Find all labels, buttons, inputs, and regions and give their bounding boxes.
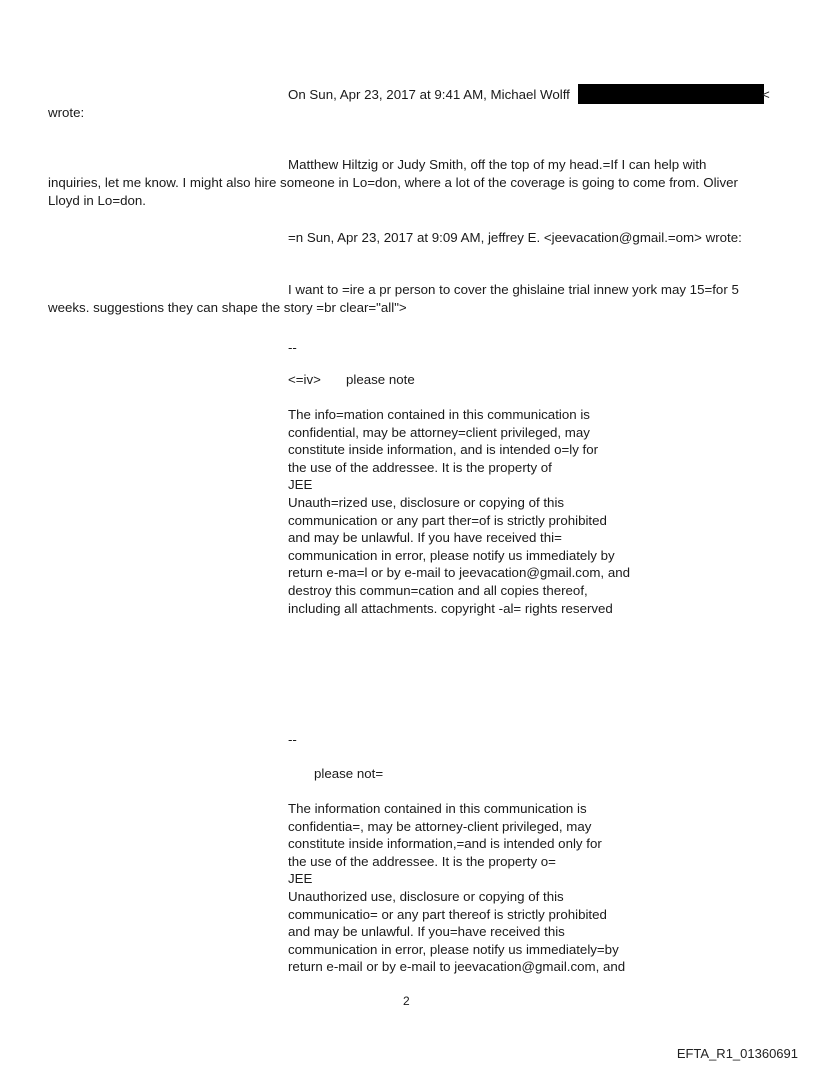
reply-line-3: Lloyd in Lo=don. (48, 193, 146, 208)
page-number: 2 (403, 994, 410, 1008)
sig2-dash: -- (288, 732, 297, 747)
sig1-line: return e-ma=l or by e-mail to jeevacation@gmail.com, and (288, 565, 631, 581)
sig1-line: communication in error, please notify us immediately by (288, 547, 615, 563)
sig1-line: destroy this commun=cation and all copies thereof, (288, 582, 588, 598)
sig1-line: The info=mation contained in this communication is (288, 407, 590, 422)
sig1-line: the use of the addressee. It is the property of (288, 459, 552, 475)
sig2-line: JEE (288, 871, 313, 887)
sig1-line: JEE (288, 477, 313, 493)
sig1-line: and may be unlawful. If you have received thi= (288, 530, 562, 546)
redaction-box (578, 84, 764, 104)
sig2-line: constitute inside information,=and is intended only for (288, 836, 602, 852)
sig1-line: Unauth=rized use, disclosure or copying of this (288, 494, 565, 510)
sig1-dash: -- (288, 340, 297, 355)
sig2-line: the use of the addressee. It is the property o= (288, 853, 556, 869)
sig1-div-tag: <=iv> (288, 372, 321, 387)
document-id: EFTA_R1_01360691 (676, 1046, 798, 1061)
redaction-tail: < (762, 87, 770, 102)
reply-line-1: Matthew Hiltzig or Judy Smith, off the top of my head.=If I can help with (288, 157, 707, 172)
original-line-1: I want to =ire a pr person to cover the ghislaine trial innew york may 15=for 5 (288, 282, 739, 297)
reply-line-2: inquiries, let me know. I might also hire someone in Lo=don, where a lot of the coverage is going to come from. Oliver (48, 175, 738, 190)
sig1-line: constitute inside information, and is intended o=ly for (288, 442, 599, 458)
sig1-line: communication or any part ther=of is strictly prohibited (288, 512, 607, 528)
sig1-line: confidential, may be attorney=client privileged, may (288, 424, 590, 440)
sig2-line: and may be unlawful. If you=have received this (288, 924, 565, 940)
sig2-line: communication in error, please notify us immediately=by (288, 941, 619, 957)
sig2-line: communicatio= or any part thereof is strictly prohibited (288, 906, 607, 922)
original-line-2: weeks. suggestions they can shape the story =br clear="all"> (48, 300, 407, 315)
sig2-line: confidentia=, may be attorney-client privileged, may (288, 818, 592, 834)
sig2-line: Unauthorized use, disclosure or copying of this (288, 888, 564, 904)
sig1-line: including all attachments. copyright -al= rights reserved (288, 600, 613, 616)
quoted-header: =n Sun, Apr 23, 2017 at 9:09 AM, jeffrey E. <jeevacation@gmail.=om> wrote: (288, 230, 742, 245)
sig2-line: The information contained in this communication is (288, 801, 587, 816)
sig2-body (288, 800, 648, 976)
wrote-label: wrote: (48, 105, 85, 120)
sig2-line: return e-mail or by e-mail to jeevacation@gmail.com, and (288, 959, 626, 975)
sig1-note: please note (346, 372, 415, 387)
sig1-body (288, 406, 648, 617)
on-date-line: On Sun, Apr 23, 2017 at 9:41 AM, Michael Wolff (288, 87, 570, 102)
sig2-note: please not= (314, 766, 384, 781)
